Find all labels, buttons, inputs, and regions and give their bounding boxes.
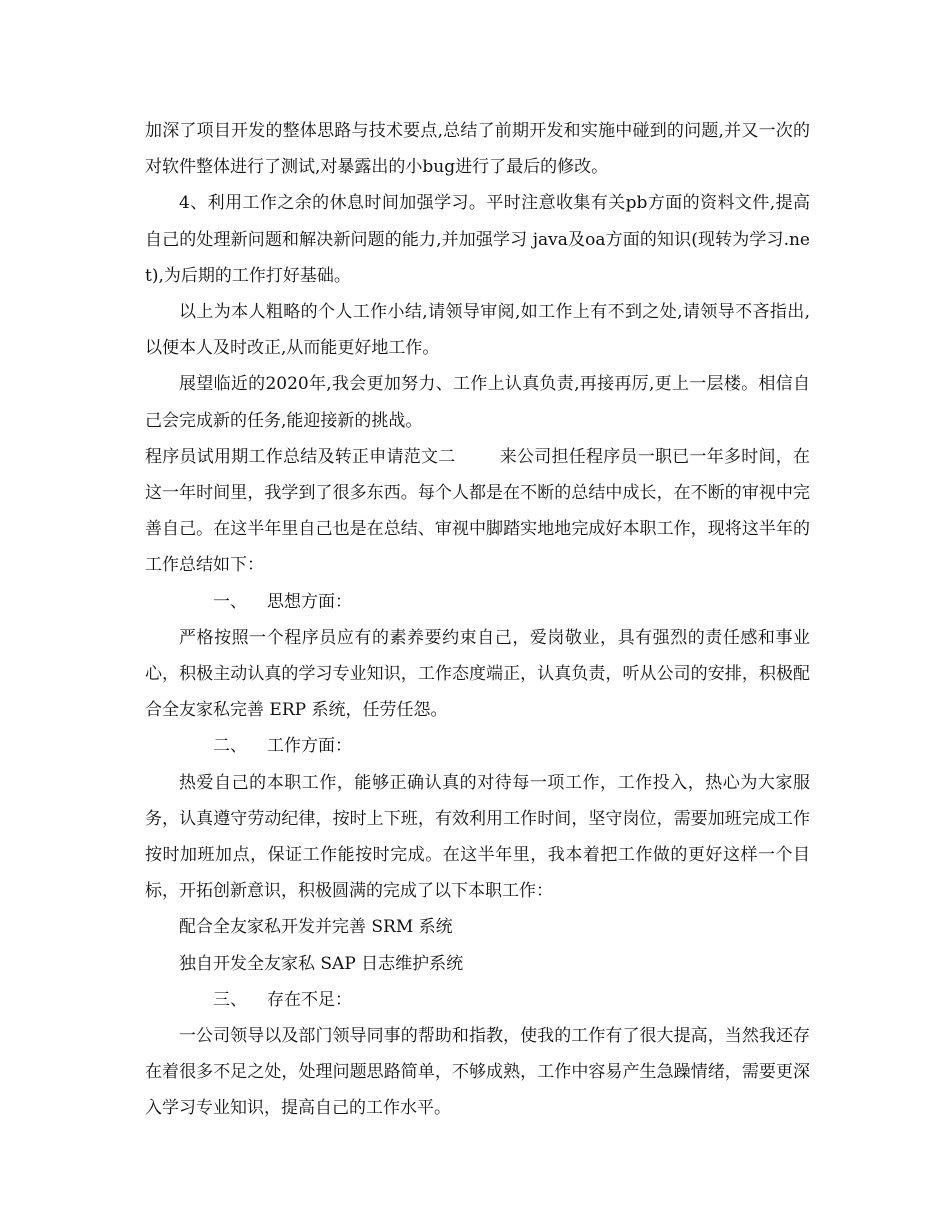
section-number: 三、 [213,989,247,1010]
section-title: 存在不足： [267,989,352,1010]
section-number: 一、 [213,591,247,612]
section-heading-shortcomings [145,982,810,1018]
document-body [145,113,810,1127]
section-title: 思想方面： [267,591,352,612]
section-title: 工作方面： [267,736,352,757]
article-intro-text: 来公司担任程序员一职已一年多时间，在这一年时间里，我学到了很多东西。每个人都是在不断的总结中成长，在不断的审视中完善自己。在这半年里自己也是在总结、审视中脚踏实地地完成好本职工作，现将这半年的工作总结如下： [145,446,810,576]
paragraph-outlook: 展望临近的2020年,我会更加努力、工作上认真负责,再接再厉,更上一层楼。相信自己会完成新的任务,能迎接新的挑战。 [145,374,810,431]
article-title: 程序员试用期工作总结及转正申请范文二 [145,446,456,467]
paragraph-work: 热爱自己的本职工作，能够正确认真的对待每一项工作，工作投入，热心为大家服务，认真遵守劳动纪律，按时上下班，有效利用工作时间，坚守岗位，需要加班完成工作按时加班加点，保证工作能按时完成。在这半年里，我本着把工作做的更好这样一个目标，开拓创新意识，积极圆满的完成了以下本职工作： [145,772,810,902]
paragraph-study-plan: 4、利用工作之余的休息时间加强学习。平时注意收集有关pb方面的资料文件,提高自己的处理新问题和解决新问题的能力,并加强学习 java及oa方面的知识(现转为学习.net),为后期的工作打好基础。 [145,193,810,286]
paragraph-project-review: 加深了项目开发的整体思路与技术要点,总结了前期开发和实施中碰到的问题,并又一次的对软件整体进行了测试,对暴露出的小bug进行了最后的修改。 [145,121,810,178]
paragraph-summary-request: 以上为本人粗略的个人工作小结,请领导审阅,如工作上有不到之处,请领导不吝指出,以便本人及时改正,从而能更好地工作。 [145,302,810,359]
list-item-srm: 配合全友家私开发并完善 SRM 系统 [179,917,453,938]
section-heading-work [145,728,810,764]
paragraph-shortcomings: 一公司领导以及部门领导同事的帮助和指教，使我的工作有了很大提高，当然我还存在着很多不足之处，处理问题思路简单，不够成熟，工作中容易产生急躁情绪，需要更深入学习专业知识，提高自己的工作水平。 [145,1026,810,1119]
section-heading-thinking [145,584,810,620]
paragraph-thinking: 严格按照一个程序员应有的素养要约束自己，爱岗敬业，具有强烈的责任感和事业心，积极主动认真的学习专业知识，工作态度端正，认真负责，听从公司的安排，积极配合全友家私完善 ERP 系统，任劳任怨。 [145,627,810,721]
section-number: 二、 [213,736,247,757]
list-item-sap: 独自开发全友家私 SAP 日志维护系统 [179,953,464,974]
article-intro [145,439,810,584]
